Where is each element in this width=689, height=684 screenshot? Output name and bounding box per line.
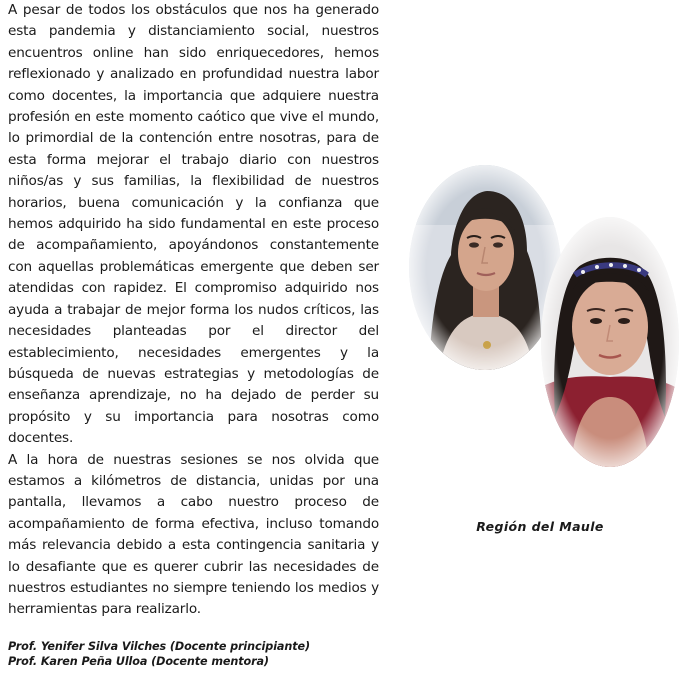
signature-block bbox=[8, 639, 428, 669]
portrait-photo-teacher-1 bbox=[409, 165, 561, 370]
article-paragraph-2: A la hora de nuestras sesiones se nos olvida que estamos a kilómetros de distancia, unidas por una pantalla, llevamos a cabo nuestro proceso de acompañamiento de forma efectiva, incluso tomando más relevancia debido a esta contingencia sanitaria y lo desafiante que es querer cubrir las necesidades de nuestros estudiantes no siempre teniendo los medios y herramientas para realizarlo. bbox=[8, 451, 379, 618]
signature-principiante: Prof. Yenifer Silva Vilches (Docente principiante) bbox=[8, 640, 310, 653]
signature-mentora: Prof. Karen Peña Ulloa (Docente mentora) bbox=[8, 655, 269, 668]
portrait-photo-teacher-2 bbox=[541, 217, 679, 467]
teacher-photos bbox=[405, 165, 683, 475]
article-body bbox=[8, 0, 379, 621]
article-paragraph-1: A pesar de todos los obstáculos que nos ha generado esta pandemia y distanciamiento social, nuestros encuentros online han sido enriquecedores, hemos reflexionado y analizado en profundidad nuestra labor como docentes, la importancia que adquiere nuestra profesión en este momento caótico que vive el mundo, lo primordial de la contención entre nosotras, para de esta forma mejorar el trabajo diario con nuestros niños/as y sus familias, la flexibilidad de nuestros horarios, buena comunicación y la confianza que hemos adquirido ha sido fundamental en este proceso de acompañamiento, apoyándonos constantemente con aquellas problemáticas emergente que deben ser atendidas con rapidez. El compromiso adquirido nos ayuda a trabajar de mejor forma los nudos críticos, las necesidades planteadas por el director del establecimiento, necesidades emergentes y la búsqueda de nuevas estrategias y metodologías de enseñanza aprendizaje, no ha dejado de perder su propósito y su importancia para nosotras como docentes. bbox=[8, 2, 379, 447]
photo-caption: Región del Maule bbox=[476, 519, 604, 534]
